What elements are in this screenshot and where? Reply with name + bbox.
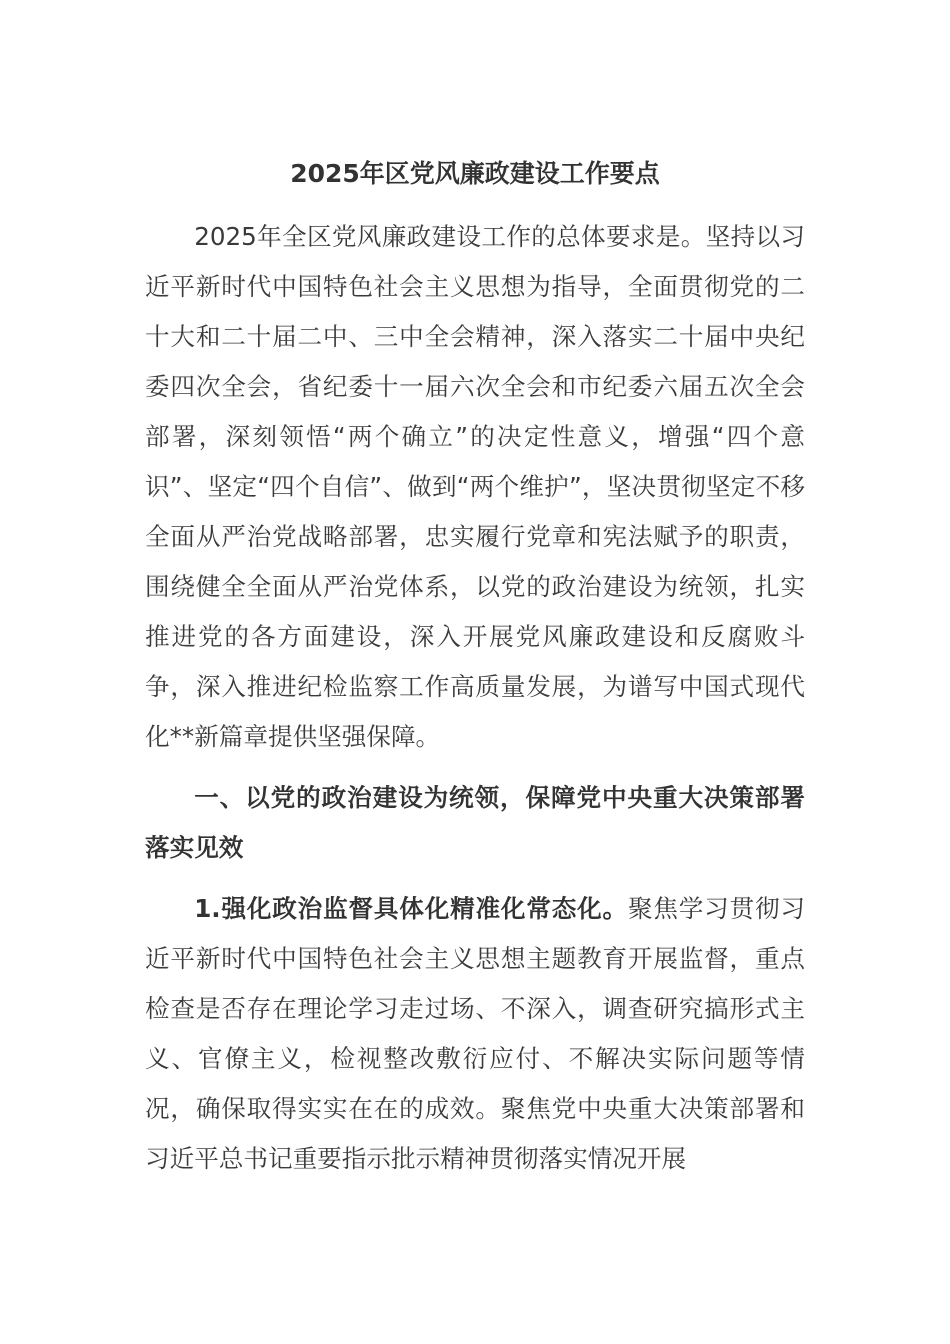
intro-paragraph: 2025年全区党风廉政建设工作的总体要求是。坚持以习近平新时代中国特色社会主义思想为指导，全面贯彻党的二十大和二十届二中、三中全会精神，深入落实二十届中央纪委四次全会，省纪委十一届六次全会和市纪委六届五次全会部署，深刻领悟“两个确立”的决定性意义，增强“四个意识”、坚定“四个自信”、做到“两个维护”，坚决贯彻坚定不移全面从严治党战略部署，忠实履行党章和宪法赋予的职责，围绕健全全面从严治党体系，以党的政治建设为统领，扎实推进党的各方面建设，深入开展党风廉政建设和反腐败斗争，深入推进纪检监察工作高质量发展，为谱写中国式现代化**新篇章提供坚强保障。: [145, 222, 805, 751]
item-1-lead: 1.强化政治监督具体化精准化常态化。: [194, 894, 628, 923]
item-1-paragraph: [145, 884, 805, 1184]
document-title: 2025年区党风廉政建设工作要点: [290, 159, 660, 188]
item-1-body: 聚焦学习贯彻习近平新时代中国特色社会主义思想主题教育开展监督，重点检查是否存在理论学习走过场、不深入，调查研究搞形式主义、官僚主义，检视整改敷衍应付、不解决实际问题等情况，确保取得实实在在的成效。聚焦党中央重大决策部署和习近平总书记重要指示批示精神贯彻落实情况开展: [145, 894, 805, 1173]
section-heading-1: 一、以党的政治建设为统领，保障党中央重大决策部署落实见效: [145, 783, 805, 862]
